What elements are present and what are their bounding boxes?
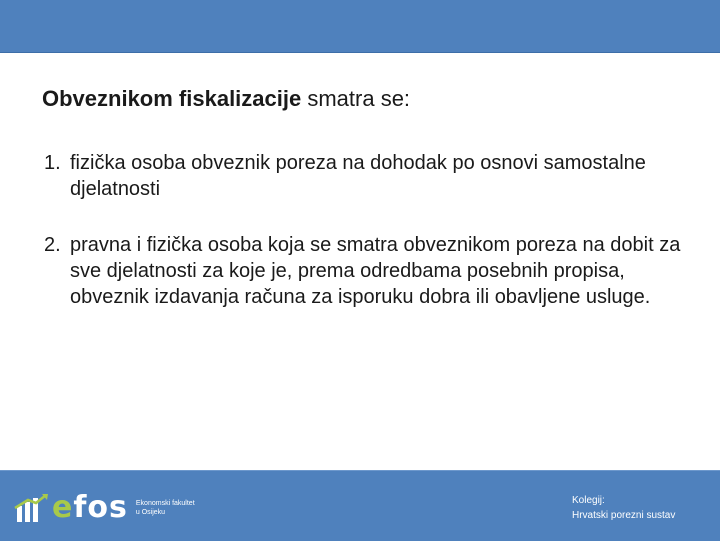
course-label: Kolegij: (572, 495, 605, 506)
efos-logo-rest: fos (73, 490, 128, 525)
slide-title (42, 84, 692, 114)
faculty-name (136, 499, 195, 517)
top-header-band (0, 0, 720, 53)
list-item (42, 150, 692, 202)
list-item-number: 2. (44, 234, 61, 256)
faculty-name-line2: u Osijeku (135, 509, 166, 516)
efos-logo (14, 491, 195, 525)
slide-title-rest: smatra se: (301, 86, 411, 111)
slide-title-bold: Obveznikom fiskalizacije (42, 86, 302, 111)
efos-logo-word (52, 492, 128, 524)
efos-logo-e: e (52, 490, 74, 525)
course-name: Hrvatski porezni sustav (572, 510, 676, 521)
footer-band (0, 470, 720, 541)
efos-logo-mark-icon (14, 492, 50, 524)
list-item (42, 232, 692, 310)
list-item-number: 1. (44, 152, 61, 174)
course-info (572, 493, 675, 523)
list-item-text: fizička osoba obveznik poreza na dohodak po osnovi samostalne djelatnosti (70, 152, 646, 200)
list-item-text: pravna i fizička osoba koja se smatra obveznikom poreza na dobit za sve djelatnosti za koje je, prema odredbama posebnih propisa, obveznik izdavanja računa za isporuku dobra ili obavljene usluge. (70, 234, 681, 308)
faculty-name-line1: Ekonomski fakultet (135, 500, 195, 507)
slide-content (42, 84, 692, 310)
